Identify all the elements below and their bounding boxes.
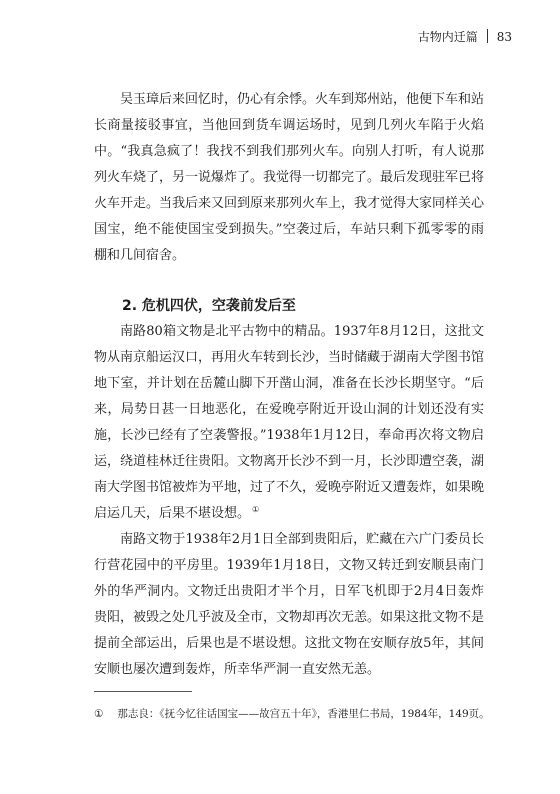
footnote-mark: ① [94, 708, 104, 720]
page-number: 83 [496, 30, 512, 44]
paragraph-2-text: 南路80箱文物是北平古物中的精品。1937年8月12日，这批文物从南京船运汉口，再用火车转到长沙，当时储藏于湖南大学图书馆地下室，并计划在岳麓山脚下开凿山洞，准备在长沙长期坚守。“后来，局势日甚一日地恶化，在爱晚亭附近开设山洞的计划还没有实施，长沙已经有了空袭警报。”1938年1月12日，奉命再次将文物启运，绕道桂林迁往贵阳。文物离开长沙不到一月，长沙即遭空袭，湖南大学图书馆被炸为平地，过了不久，爱晚亭附近又遭轰炸，如果晚启运几天，后果不堪设想。 [94, 324, 485, 521]
header-section-title: 古物内迁篇 [417, 30, 478, 44]
paragraph-2 [94, 319, 484, 527]
footnote-reference[interactable]: ① [252, 505, 260, 514]
paragraph-3: 南路文物于1938年2月1日全部到贵阳后，贮藏在六广门委员长行营花园中的平房里。1939年1月18日，文物又转迁到安顺县南门外的华严洞内。文物迁出贵阳才半个月，日军飞机即于2月4日轰炸贵阳，被毁之处几乎波及全市，文物却再次无恙。如果这批文物不是提前全部运出，后果也是不堪设想。这批文物在安顺存放5年，其间安顺也屡次遭到轰炸，所幸华严洞一直安然无恙。 [94, 532, 485, 677]
main-text [94, 87, 484, 683]
paragraph-1: 吴玉璋后来回忆时，仍心有余悸。火车到郑州站，他便下车和站长商量接驳事宜，当他回到货车调运场时，见到几列火车陷于火焰中。“我真急疯了！我找不到我们那列火车。向别人打听，有人说那列火车烧了，另一说爆炸了。我觉得一切都完了。最后发现驻军已将火车开走。当我后来又回到原来那列火车上，我才觉得大家同样关心国宝，绝不能使国宝受到损失。”空袭过后，车站只剩下孤零零的雨棚和几间宿舍。 [94, 92, 485, 263]
running-header [418, 28, 512, 46]
footnote-text: 那志良：《抚今忆往话国宝——故宫五十年》，香港里仁书局，1984年，149页。 [117, 708, 490, 720]
footnote [94, 706, 494, 722]
section-heading: 2. 危机四伏，空袭前发后至 [122, 298, 296, 314]
footnote-divider [94, 691, 192, 692]
header-divider [487, 29, 488, 43]
